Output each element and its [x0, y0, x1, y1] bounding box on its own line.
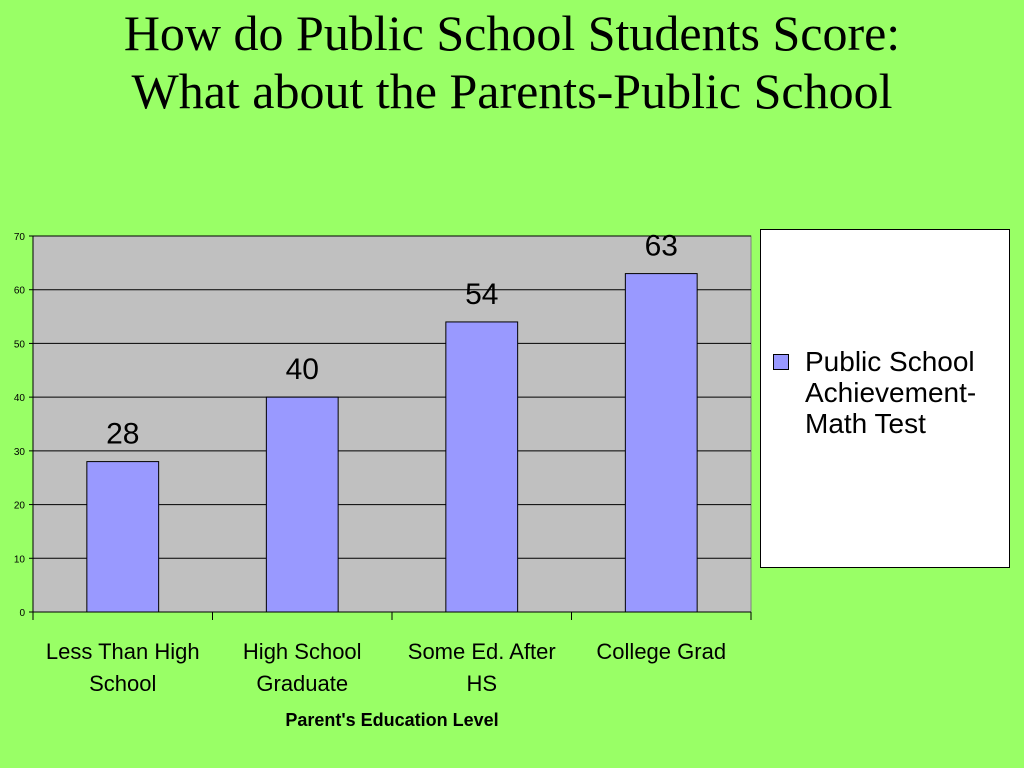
y-tick-label: 50: [13, 339, 25, 351]
legend-label: Public School Achievement-Math Test: [805, 346, 977, 439]
y-tick-label: 10: [13, 554, 25, 566]
y-tick-label: 70: [13, 232, 25, 243]
legend: [760, 229, 1010, 568]
bar: [625, 274, 697, 612]
data-label: 63: [644, 229, 678, 263]
data-label: 40: [285, 353, 319, 387]
y-tick-label: 40: [13, 393, 25, 405]
bar: [87, 462, 159, 612]
slide-title-line-1: How do Public School Students Score:: [123, 5, 901, 61]
data-label: 54: [465, 277, 499, 311]
legend-swatch: [773, 354, 789, 370]
y-axis-ticks: [14, 232, 33, 619]
x-category-label: College Grad: [596, 639, 727, 664]
y-tick-label: 30: [13, 446, 25, 458]
x-category-label: High School Graduate: [242, 639, 362, 696]
x-axis-ticks: [33, 612, 751, 620]
x-axis-title: Parent's Education Level: [285, 710, 499, 730]
y-tick-label: 0: [19, 608, 25, 619]
x-category-label: Less Than High School: [45, 639, 200, 696]
data-label: 28: [106, 417, 140, 451]
slide-title-line-2: What about the Parents-Public School: [131, 63, 893, 119]
bar: [446, 322, 518, 612]
y-tick-label: 60: [13, 285, 25, 297]
bar: [266, 397, 338, 612]
x-category-label: Some Ed. After HS: [407, 639, 556, 696]
y-tick-label: 20: [13, 500, 25, 512]
